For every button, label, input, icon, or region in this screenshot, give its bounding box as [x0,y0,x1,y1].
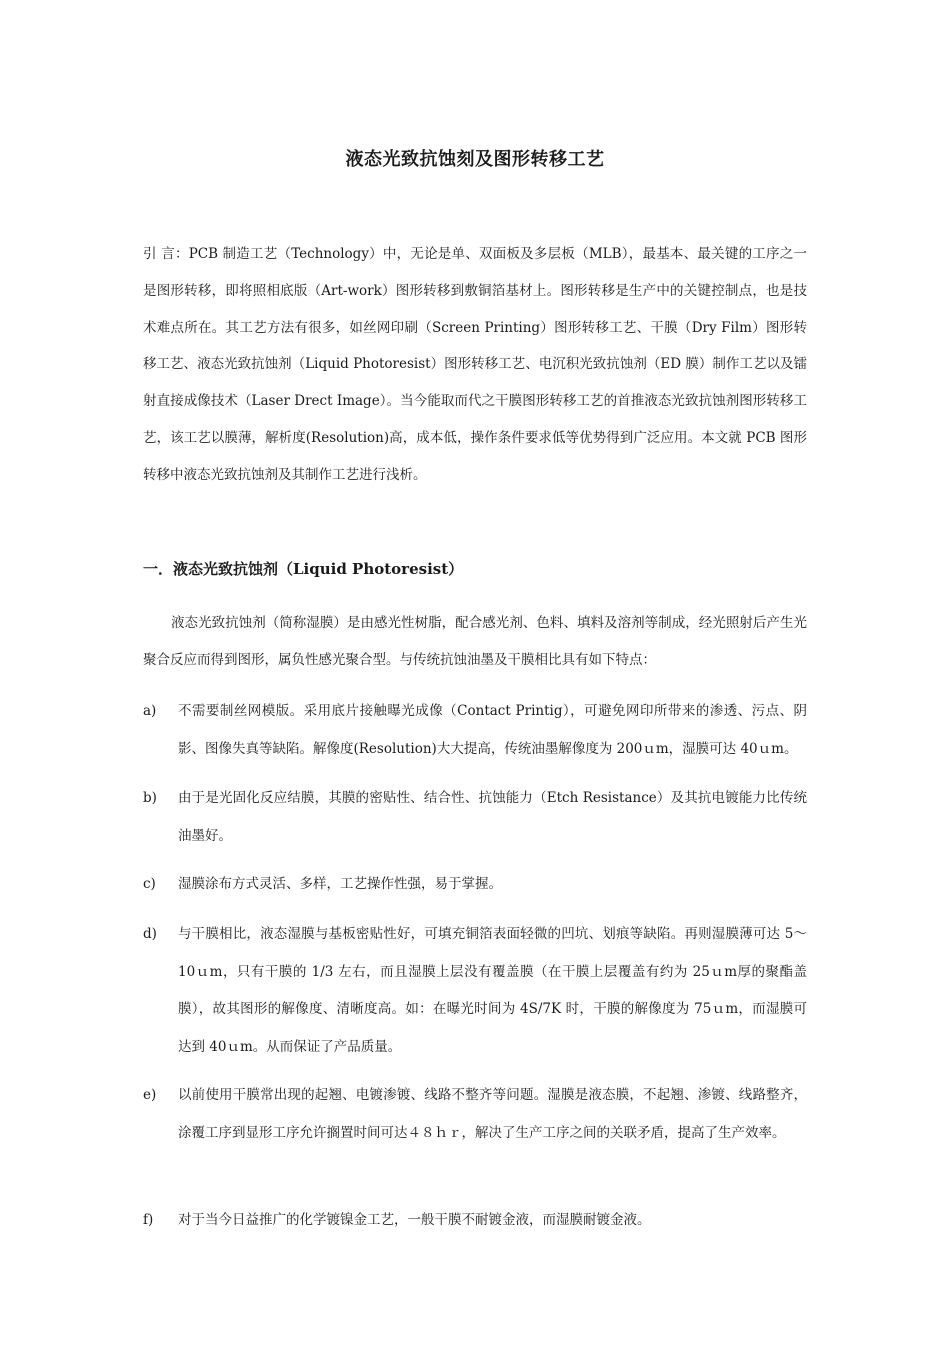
feature-item-f [143,1202,807,1240]
list-marker: c) [143,876,156,892]
list-marker: f) [143,1212,154,1228]
section-intro-paragraph: 液态光致抗蚀剂（简称湿膜）是由感光性树脂，配合感光剂、色料、填料及溶剂等制成，经光照射后产生光聚合反应而得到图形，属负性感光聚合型。与传统抗蚀油墨及干膜相比具有如下特点： [143,615,807,668]
list-item-text: 与干膜相比，液态湿膜与基板密贴性好，可填充铜箔表面轻微的凹坑、划痕等缺陷。再则湿膜薄可达 5～10ｕm，只有干膜的 1/3 左右，而且湿膜上层没有覆盖膜（在干膜上层覆盖有约为 25ｕm厚的聚酯盖膜），故其图形的解像度、清晰度高。如：在曝光时间为 4S/7K 时，干膜的解像度为 75ｕm，而湿膜可达到 40ｕm。从而保证了产品质量。 [178,926,807,1055]
list-item-text: 由于是光固化反应结膜，其膜的密贴性、结合性、抗蚀能力（Etch Resistance）及其抗电镀能力比传统油墨好。 [178,790,807,844]
feature-item-b [143,780,807,855]
list-item-text: 以前使用干膜常出现的起翘、电镀渗镀、线路不整齐等问题。湿膜是液态膜，不起翘、渗镀、线路整齐，涂覆工序到显形工序允许搁置时间可达４８ｈｒ，解决了生产工序之间的关联矛盾，提高了生产效率。 [178,1087,807,1141]
feature-item-c [143,866,807,904]
feature-item-e [143,1077,807,1152]
section-heading: 一．液态光致抗蚀剂（Liquid Photoresist） [143,560,464,578]
list-marker: e) [143,1087,157,1103]
list-marker: d) [143,926,157,942]
feature-item-d [143,916,807,1066]
list-item-text: 不需要制丝网模版。采用底片接触曝光成像（Contact Printig），可避免网印所带来的渗透、污点、阴影、图像失真等缺陷。解像度(Resolution)大大提高，传统油墨解像度为 200ｕm，湿膜可达 40ｕm。 [178,703,807,757]
intro-paragraph: 引 言：PCB 制造工艺（Technology）中，无论是单、双面板及多层板（MLB），最基本、最关键的工序之一是图形转移，即将照相底版（Art-work）图形转移到敷铜箔基材上。图形转移是生产中的关键控制点，也是技术难点所在。其工艺方法有很多，如丝网印刷（Screen Printing）图形转移工艺、干膜（Dry Film）图形转移工艺、液态光致抗蚀剂（Liquid Photoresist）图形转移工艺、电沉积光致抗蚀剂（ED 膜）制作工艺以及镭射直接成像技术（Laser Drect Image）。当今能取而代之干膜图形转移工艺的首推液态光致抗蚀剂图形转移工艺，该工艺以膜薄，解析度(Resolution)高，成本低，操作条件要求低等优势得到广泛应用。本文就 PCB 图形转移中液态光致抗蚀剂及其制作工艺进行浅析。 [143,246,807,483]
feature-item-a [143,693,807,768]
list-marker: b) [143,790,157,806]
list-marker: a) [143,703,157,719]
list-item-text: 对于当今日益推广的化学镀镍金工艺，一般干膜不耐镀金液，而湿膜耐镀金液。 [178,1212,651,1228]
document-title: 液态光致抗蚀刻及图形转移工艺 [345,149,605,171]
list-item-text: 湿膜涂布方式灵活、多样，工艺操作性强，易于掌握。 [178,876,502,892]
